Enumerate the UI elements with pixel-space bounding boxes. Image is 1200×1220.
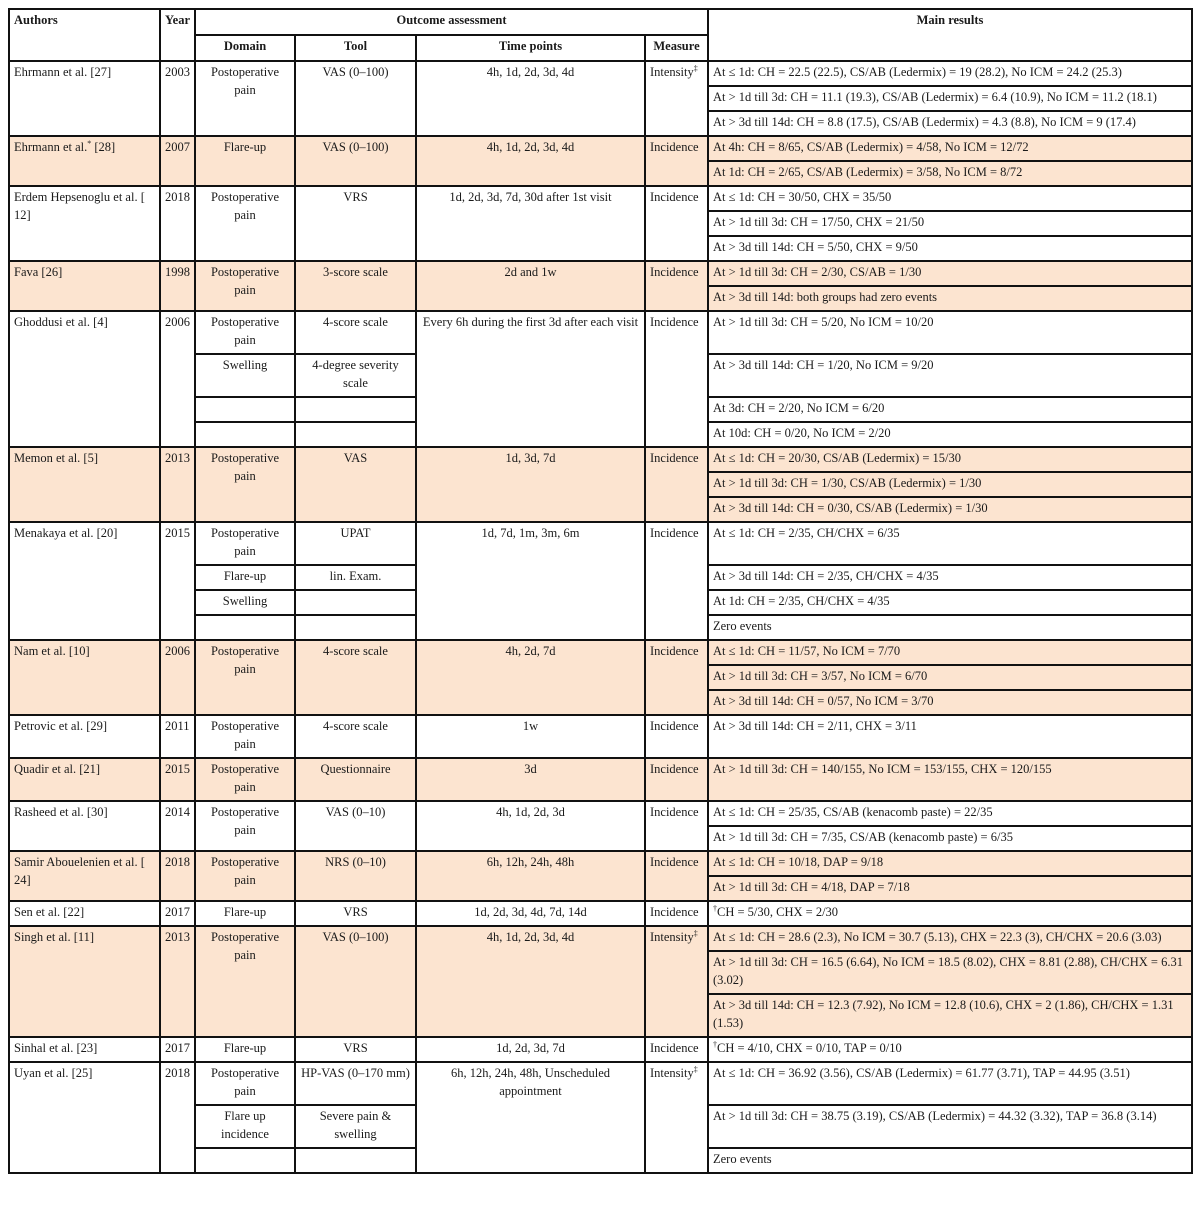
result-cell: At > 3d till 14d: CH = 0/30, CS/AB (Ledermix) = 1/30 bbox=[708, 497, 1192, 522]
author-cell: Menakaya et al. [20] bbox=[9, 522, 160, 640]
domain-cell: Postoperative pain bbox=[195, 61, 295, 136]
result-cell: At > 1d till 3d: CH = 1/30, CS/AB (Ledermix) = 1/30 bbox=[708, 472, 1192, 497]
time-points-cell: 1d, 2d, 3d, 7d, 30d after 1st visit bbox=[416, 186, 645, 261]
domain-cell: Postoperative pain bbox=[195, 311, 295, 354]
domain-cell bbox=[195, 615, 295, 640]
year-cell: 2015 bbox=[160, 758, 195, 801]
time-points-cell: 1d, 3d, 7d bbox=[416, 447, 645, 522]
result-cell: At 4h: CH = 8/65, CS/AB (Ledermix) = 4/58, No ICM = 12/72 bbox=[708, 136, 1192, 161]
tool-cell: 4-score scale bbox=[295, 640, 416, 715]
tool-cell bbox=[295, 615, 416, 640]
tool-cell: VAS (0–100) bbox=[295, 136, 416, 186]
time-points-cell: 4h, 1d, 2d, 3d, 4d bbox=[416, 926, 645, 1037]
time-points-cell: 4h, 2d, 7d bbox=[416, 640, 645, 715]
measure-cell: Incidence bbox=[645, 311, 708, 447]
measure-cell: Incidence bbox=[645, 136, 708, 186]
measure-cell: Incidence bbox=[645, 758, 708, 801]
measure-cell: Intensity‡ bbox=[645, 1062, 708, 1173]
domain-cell: Postoperative pain bbox=[195, 186, 295, 261]
measure-header: Measure bbox=[645, 35, 708, 61]
tool-cell: 4-degree severity scale bbox=[295, 354, 416, 397]
domain-cell: Postoperative pain bbox=[195, 758, 295, 801]
tool-cell: 3-score scale bbox=[295, 261, 416, 311]
table-row bbox=[9, 715, 1192, 758]
year-cell: 2006 bbox=[160, 311, 195, 447]
table-row bbox=[9, 311, 1192, 354]
domain-cell: Swelling bbox=[195, 590, 295, 615]
table-row bbox=[9, 758, 1192, 801]
authors-header: Authors bbox=[9, 9, 160, 61]
tool-cell bbox=[295, 397, 416, 422]
result-cell: At > 1d till 3d: CH = 5/20, No ICM = 10/20 bbox=[708, 311, 1192, 354]
result-cell: At ≤ 1d: CH = 10/18, DAP = 9/18 bbox=[708, 851, 1192, 876]
table-row bbox=[9, 261, 1192, 286]
table-row bbox=[9, 926, 1192, 951]
main-results-header: Main results bbox=[708, 9, 1192, 61]
domain-cell: Flare-up bbox=[195, 901, 295, 926]
domain-cell: Postoperative pain bbox=[195, 261, 295, 311]
time-points-cell: 2d and 1w bbox=[416, 261, 645, 311]
year-cell: 1998 bbox=[160, 261, 195, 311]
result-cell: At > 3d till 14d: CH = 2/35, CH/CHX = 4/35 bbox=[708, 565, 1192, 590]
domain-cell: Postoperative pain bbox=[195, 851, 295, 901]
time-points-cell: 1d, 2d, 3d, 7d bbox=[416, 1037, 645, 1062]
measure-cell: Incidence bbox=[645, 447, 708, 522]
domain-cell: Postoperative pain bbox=[195, 447, 295, 522]
year-cell: 2018 bbox=[160, 186, 195, 261]
year-cell: 2017 bbox=[160, 901, 195, 926]
author-cell: Sinhal et al. [23] bbox=[9, 1037, 160, 1062]
domain-cell: Swelling bbox=[195, 354, 295, 397]
time-points-cell: 6h, 12h, 24h, 48h, Unscheduled appointment bbox=[416, 1062, 645, 1173]
tool-cell: VRS bbox=[295, 186, 416, 261]
tool-cell: NRS (0–10) bbox=[295, 851, 416, 901]
tool-cell bbox=[295, 422, 416, 447]
author-cell: Petrovic et al. [29] bbox=[9, 715, 160, 758]
time-points-cell: 1d, 2d, 3d, 4d, 7d, 14d bbox=[416, 901, 645, 926]
result-cell: At > 1d till 3d: CH = 16.5 (6.64), No ICM = 18.5 (8.02), CHX = 8.81 (2.88), CH/CHX = 6.31 (3.02) bbox=[708, 951, 1192, 994]
result-cell: At ≤ 1d: CH = 30/50, CHX = 35/50 bbox=[708, 186, 1192, 211]
result-cell: At ≤ 1d: CH = 22.5 (22.5), CS/AB (Ledermix) = 19 (28.2), No ICM = 24.2 (25.3) bbox=[708, 61, 1192, 86]
measure-cell: Intensity‡ bbox=[645, 61, 708, 136]
author-cell: Samir Abouelenien et al. [ 24] bbox=[9, 851, 160, 901]
domain-cell bbox=[195, 397, 295, 422]
domain-cell: Flare-up bbox=[195, 1037, 295, 1062]
author-cell: Uyan et al. [25] bbox=[9, 1062, 160, 1173]
tool-cell bbox=[295, 1148, 416, 1173]
table-row bbox=[9, 801, 1192, 826]
domain-cell: Flare-up bbox=[195, 565, 295, 590]
author-cell: Sen et al. [22] bbox=[9, 901, 160, 926]
domain-cell: Flare-up bbox=[195, 136, 295, 186]
tool-cell: VAS bbox=[295, 447, 416, 522]
time-points-cell: 4h, 1d, 2d, 3d, 4d bbox=[416, 136, 645, 186]
domain-cell bbox=[195, 1148, 295, 1173]
table-row bbox=[9, 522, 1192, 565]
time-points-cell: 1d, 7d, 1m, 3m, 6m bbox=[416, 522, 645, 640]
result-cell: At 1d: CH = 2/65, CS/AB (Ledermix) = 3/58, No ICM = 8/72 bbox=[708, 161, 1192, 186]
measure-cell: Intensity‡ bbox=[645, 926, 708, 1037]
tool-cell: 4-score scale bbox=[295, 715, 416, 758]
author-cell: Nam et al. [10] bbox=[9, 640, 160, 715]
result-cell: At > 1d till 3d: CH = 11.1 (19.3), CS/AB (Ledermix) = 6.4 (10.9), No ICM = 11.2 (18.1) bbox=[708, 86, 1192, 111]
author-cell: Quadir et al. [21] bbox=[9, 758, 160, 801]
result-cell: At ≤ 1d: CH = 2/35, CH/CHX = 6/35 bbox=[708, 522, 1192, 565]
year-cell: 2018 bbox=[160, 1062, 195, 1173]
tool-cell bbox=[295, 590, 416, 615]
result-cell: At 3d: CH = 2/20, No ICM = 6/20 bbox=[708, 397, 1192, 422]
table-row bbox=[9, 851, 1192, 876]
measure-cell: Incidence bbox=[645, 261, 708, 311]
domain-cell: Flare up incidence bbox=[195, 1105, 295, 1148]
result-cell: At > 1d till 3d: CH = 38.75 (3.19), CS/AB (Ledermix) = 44.32 (3.32), TAP = 36.8 (3.14) bbox=[708, 1105, 1192, 1148]
table-row bbox=[9, 1037, 1192, 1062]
result-cell: At > 3d till 14d: both groups had zero events bbox=[708, 286, 1192, 311]
time-points-cell: 4h, 1d, 2d, 3d, 4d bbox=[416, 61, 645, 136]
author-cell: Ehrmann et al.* [28] bbox=[9, 136, 160, 186]
domain-cell: Postoperative pain bbox=[195, 1062, 295, 1105]
result-cell: At 10d: CH = 0/20, No ICM = 2/20 bbox=[708, 422, 1192, 447]
measure-cell: Incidence bbox=[645, 715, 708, 758]
measure-cell: Incidence bbox=[645, 640, 708, 715]
tool-cell: 4-score scale bbox=[295, 311, 416, 354]
time-points-cell: 6h, 12h, 24h, 48h bbox=[416, 851, 645, 901]
table-row bbox=[9, 136, 1192, 161]
year-cell: 2017 bbox=[160, 1037, 195, 1062]
author-cell: Erdem Hepsenoglu et al. [ 12] bbox=[9, 186, 160, 261]
tool-cell: VAS (0–10) bbox=[295, 801, 416, 851]
year-cell: 2003 bbox=[160, 61, 195, 136]
tool-cell: VRS bbox=[295, 901, 416, 926]
result-cell: At > 3d till 14d: CH = 5/50, CHX = 9/50 bbox=[708, 236, 1192, 261]
domain-cell: Postoperative pain bbox=[195, 640, 295, 715]
author-cell: Rasheed et al. [30] bbox=[9, 801, 160, 851]
tool-header: Tool bbox=[295, 35, 416, 61]
result-cell: At ≤ 1d: CH = 36.92 (3.56), CS/AB (Ledermix) = 61.77 (3.71), TAP = 44.95 (3.51) bbox=[708, 1062, 1192, 1105]
measure-cell: Incidence bbox=[645, 186, 708, 261]
result-cell: At > 1d till 3d: CH = 17/50, CHX = 21/50 bbox=[708, 211, 1192, 236]
domain-cell: Postoperative pain bbox=[195, 926, 295, 1037]
table-row bbox=[9, 901, 1192, 926]
tool-cell: lin. Exam. bbox=[295, 565, 416, 590]
tool-cell: UPAT bbox=[295, 522, 416, 565]
time-points-cell: 1w bbox=[416, 715, 645, 758]
domain-cell: Postoperative pain bbox=[195, 715, 295, 758]
result-cell: At > 3d till 14d: CH = 2/11, CHX = 3/11 bbox=[708, 715, 1192, 758]
results-table bbox=[8, 8, 1193, 1174]
author-cell: Ehrmann et al. [27] bbox=[9, 61, 160, 136]
domain-cell bbox=[195, 422, 295, 447]
result-cell: †CH = 5/30, CHX = 2/30 bbox=[708, 901, 1192, 926]
result-cell: Zero events bbox=[708, 615, 1192, 640]
year-cell: 2015 bbox=[160, 522, 195, 640]
table-header bbox=[9, 9, 1192, 61]
author-cell: Singh et al. [11] bbox=[9, 926, 160, 1037]
measure-cell: Incidence bbox=[645, 901, 708, 926]
table-row bbox=[9, 640, 1192, 665]
result-cell: At 1d: CH = 2/35, CH/CHX = 4/35 bbox=[708, 590, 1192, 615]
year-cell: 2018 bbox=[160, 851, 195, 901]
table-row bbox=[9, 61, 1192, 86]
result-cell: At ≤ 1d: CH = 20/30, CS/AB (Ledermix) = 15/30 bbox=[708, 447, 1192, 472]
domain-cell: Postoperative pain bbox=[195, 801, 295, 851]
year-cell: 2013 bbox=[160, 926, 195, 1037]
tool-cell: Severe pain & swelling bbox=[295, 1105, 416, 1148]
result-cell: At > 1d till 3d: CH = 3/57, No ICM = 6/70 bbox=[708, 665, 1192, 690]
author-cell: Fava [26] bbox=[9, 261, 160, 311]
year-cell: 2013 bbox=[160, 447, 195, 522]
author-cell: Memon et al. [5] bbox=[9, 447, 160, 522]
result-cell: At > 3d till 14d: CH = 0/57, No ICM = 3/70 bbox=[708, 690, 1192, 715]
result-cell: At > 1d till 3d: CH = 2/30, CS/AB = 1/30 bbox=[708, 261, 1192, 286]
domain-cell: Postoperative pain bbox=[195, 522, 295, 565]
tool-cell: VRS bbox=[295, 1037, 416, 1062]
outcome-assessment-header: Outcome assessment bbox=[195, 9, 708, 35]
year-cell: 2011 bbox=[160, 715, 195, 758]
measure-cell: Incidence bbox=[645, 522, 708, 640]
measure-cell: Incidence bbox=[645, 1037, 708, 1062]
table-row bbox=[9, 447, 1192, 472]
tool-cell: VAS (0–100) bbox=[295, 61, 416, 136]
result-cell: At ≤ 1d: CH = 28.6 (2.3), No ICM = 30.7 (5.13), CHX = 22.3 (3), CH/CHX = 20.6 (3.03) bbox=[708, 926, 1192, 951]
result-cell: At > 1d till 3d: CH = 4/18, DAP = 7/18 bbox=[708, 876, 1192, 901]
result-cell: Zero events bbox=[708, 1148, 1192, 1173]
measure-cell: Incidence bbox=[645, 801, 708, 851]
time-points-cell: 4h, 1d, 2d, 3d bbox=[416, 801, 645, 851]
year-cell: 2014 bbox=[160, 801, 195, 851]
result-cell: At > 3d till 14d: CH = 12.3 (7.92), No ICM = 12.8 (10.6), CHX = 2 (1.86), CH/CHX = 1.31 (1.53) bbox=[708, 994, 1192, 1037]
result-cell: At > 3d till 14d: CH = 1/20, No ICM = 9/20 bbox=[708, 354, 1192, 397]
time-points-header: Time points bbox=[416, 35, 645, 61]
table-row bbox=[9, 1062, 1192, 1105]
time-points-cell: 3d bbox=[416, 758, 645, 801]
result-cell: At ≤ 1d: CH = 25/35, CS/AB (kenacomb paste) = 22/35 bbox=[708, 801, 1192, 826]
time-points-cell: Every 6h during the first 3d after each visit bbox=[416, 311, 645, 447]
tool-cell: HP-VAS (0–170 mm) bbox=[295, 1062, 416, 1105]
tool-cell: Questionnaire bbox=[295, 758, 416, 801]
domain-header: Domain bbox=[195, 35, 295, 61]
measure-cell: Incidence bbox=[645, 851, 708, 901]
result-cell: At > 3d till 14d: CH = 8.8 (17.5), CS/AB (Ledermix) = 4.3 (8.8), No ICM = 9 (17.4) bbox=[708, 111, 1192, 136]
result-cell: At > 1d till 3d: CH = 140/155, No ICM = 153/155, CHX = 120/155 bbox=[708, 758, 1192, 801]
table-body bbox=[9, 61, 1192, 1173]
year-cell: 2007 bbox=[160, 136, 195, 186]
result-cell: At ≤ 1d: CH = 11/57, No ICM = 7/70 bbox=[708, 640, 1192, 665]
year-header: Year bbox=[160, 9, 195, 61]
result-cell: †CH = 4/10, CHX = 0/10, TAP = 0/10 bbox=[708, 1037, 1192, 1062]
table-row bbox=[9, 186, 1192, 211]
tool-cell: VAS (0–100) bbox=[295, 926, 416, 1037]
year-cell: 2006 bbox=[160, 640, 195, 715]
author-cell: Ghoddusi et al. [4] bbox=[9, 311, 160, 447]
result-cell: At > 1d till 3d: CH = 7/35, CS/AB (kenacomb paste) = 6/35 bbox=[708, 826, 1192, 851]
